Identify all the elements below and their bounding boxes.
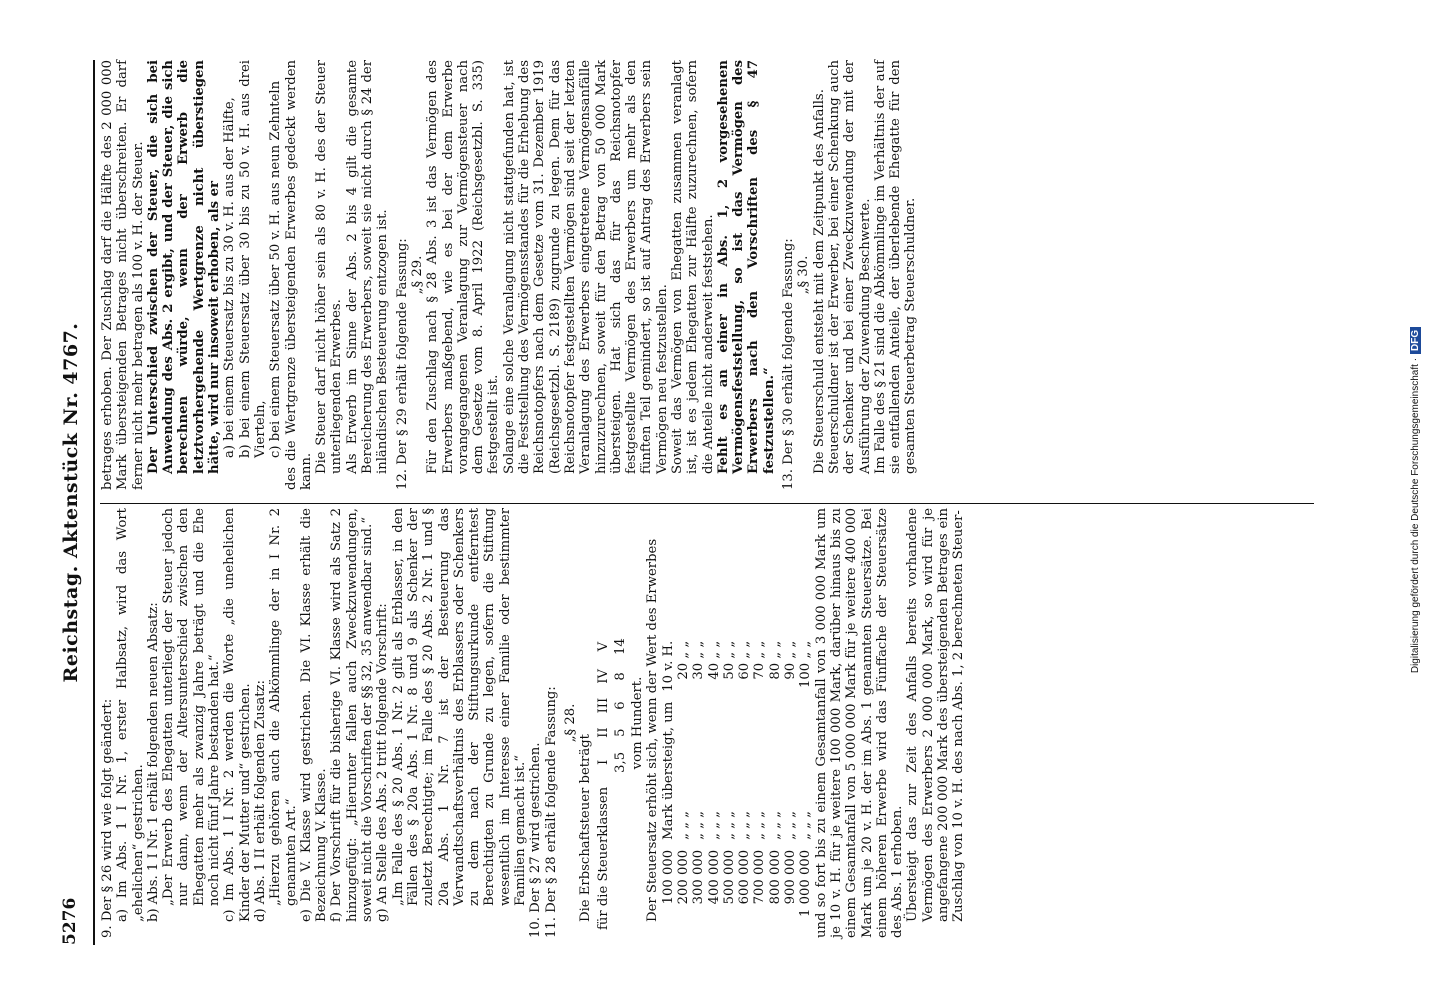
rate-text: „ „ „ xyxy=(737,810,753,840)
rate-pct: 20 „ „ xyxy=(675,640,691,680)
paragraph: „Hierzu gehören auch die Abkömmlinge der in I Nr. 2 genannten Art.“ xyxy=(268,508,299,906)
paragraph: Der Steuersatz erhöht sich, wenn der Wert des Erwerbes xyxy=(645,538,661,922)
table-row xyxy=(783,636,798,922)
rate-amount: 500 000 xyxy=(721,849,737,905)
rate-pct: 50 „ „ xyxy=(721,640,737,680)
header-rule xyxy=(93,60,95,945)
paragraph: Fehlt es an einer in Abs. 1, 2 vorgesehenen Vermögensfeststellung, so ist das Vermögen des Erwerbers nach den Vorschriften des § 47 festzustellen.“ xyxy=(715,60,777,474)
dfg-logo: DFG xyxy=(1410,327,1421,354)
paragraph: 9. Der § 26 wird wie folgt geändert: xyxy=(100,698,115,938)
tax-label: für die Steuerklassen xyxy=(595,786,611,930)
rate-amount: 900 000 xyxy=(783,849,799,905)
paragraph: b) Abs. 1 I Nr. 1 erhält folgenden neuen Absatz: xyxy=(145,602,161,922)
credit-text: Digitalisierung gefördert durch die Deutsche Forschungsgemeinschaft · xyxy=(1410,357,1421,674)
paragraph: g) An Stelle des Abs. 2 tritt folgende Vorschrift: xyxy=(375,603,391,922)
table-row xyxy=(707,636,722,922)
paragraph: des die Wertgrenze übersteigenden Erwerbes gedeckt werden kann. xyxy=(283,60,314,490)
rate-text: Mark übersteigt, um xyxy=(660,701,676,840)
digitization-credit xyxy=(1410,0,1432,1000)
paragraph: Im Falle des § 21 sind die Abkömmlinge im Verhältnis der auf sie entfallenden Anteile, der überlebende Ehegatte für den gesamten Steuerbetrag Steuerschuldner. xyxy=(872,60,919,474)
paragraph: betrages erhoben. Der Zuschlag darf die Hälfte des 2 000 000 Mark übersteigenden Betrages nicht überschreiten. Er darf ferner nicht mehr betragen als 100 v. H. der Steuer. xyxy=(100,60,146,490)
rate-pct: 90 „ „ xyxy=(783,640,799,680)
paragraph: „Der Erwerb des Ehegatten unterliegt der Steuer jedoch nur dann, wenn der Altersunterschied zwischen den Ehegatten mehr als zwanzig Jahre beträgt und die Ehe noch nicht fünf Jahre bestanden hat.“ xyxy=(161,508,223,906)
rate-amount: 200 000 xyxy=(675,849,691,905)
table-row xyxy=(691,636,706,922)
rate-pct: 70 „ „ xyxy=(752,640,768,680)
paragraph: Als Erwerb im Sinne der Abs. 2 bis 4 gilt die gesamte Bereicherung des Erwerbers, soweit sie nicht durch § 24 der inländischen Besteuerung entzogen ist. xyxy=(344,60,391,474)
rate-pct: 30 „ „ xyxy=(691,640,707,680)
tax-value: 8 xyxy=(612,672,628,681)
rate-text: „ „ „ xyxy=(752,810,768,840)
rate-amount: 100 000 xyxy=(660,849,676,905)
rate-text: „ „ „ xyxy=(706,810,722,840)
paragraph: a) Im Abs. 1 I Nr. 1, erster Halbsatz, wird das Wort „ehelichen“ gestrichen. xyxy=(115,508,146,922)
rate-pct: 80 „ „ xyxy=(767,640,783,680)
left-column xyxy=(100,508,967,938)
paragraph: e) Die V. Klasse wird gestrichen. Die VI. Klasse erhält die Bezeichnung V. Klasse. xyxy=(298,508,330,922)
paragraph: Die Steuer darf nicht höher sein als 80 v. H. des der Steuer unterliegenden Erwerbes. xyxy=(314,60,345,474)
rate-table xyxy=(661,636,814,922)
tax-class: III xyxy=(595,697,611,714)
table-row xyxy=(661,636,676,922)
tax-value: 6 xyxy=(612,701,628,710)
rate-amount: 700 000 xyxy=(752,849,768,905)
table-row xyxy=(768,636,783,922)
paragraph: „Im Falle des § 20 Abs. 1 Nr. 2 gilt als Erblasser, in den Fällen des § 20a Abs. 1 Nr. 8 und 9 als Schenker der zuletzt Berechtigte; im Falle des § 20 Abs. 2 Nr. 1 und § 20a Abs. 1 Nr. 7 ist der Besteuerung das Verwandtschaftsverhältnis des Erblassers oder Schenkers zu dem nach der Stiftungsurkunde entferntest Berechtigten zu Grunde zu legen, sofern die Stiftung wesentlich im Interesse einer Familie oder bestimmter Familien gemacht ist.“ xyxy=(390,508,529,906)
rate-amount: 300 000 xyxy=(691,849,707,905)
rate-pct: 40 „ „ xyxy=(706,640,722,680)
tax-value: 14 xyxy=(612,638,628,656)
table-row xyxy=(676,636,691,922)
table-row xyxy=(752,636,767,922)
paragraph: 11. Der § 28 erhält folgende Fassung: xyxy=(543,686,559,938)
rate-text: „ „ „ xyxy=(675,810,691,840)
paragraph: Die Steuerschuld entsteht mit dem Zeitpunkt des Anfalls. xyxy=(811,89,827,474)
rate-amount: 600 000 xyxy=(737,849,753,905)
paragraph: Übersteigt das zur Zeit des Anfalls bereits vorhandene Vermögen des Erwerbers 2 000 000 Mark, so wird für je angefangene 200 000 Mark des übersteigenden Betrages ein Zuschlag von 10 v. H. des nach Abs. 1, 2 berechneten Steuer- xyxy=(905,508,967,922)
paragraph: a) bei einem Steuersatz bis zu 30 v. H. aus der Hälfte, xyxy=(222,97,238,458)
paragraph: c) Im Abs. 1 I Nr. 2 werden die Worte „die unehelichen Kinder der Mutter und“ gestrichen. xyxy=(222,508,253,922)
section-heading: „§ 30. xyxy=(796,255,812,295)
paragraph: und so fort bis zu einem Gesamtanfall von 3 000 000 Mark um je 10 v. H. für je weitere 100 000 Mark, darüber hinaus bis zu einem Gesamtanfall von 5 000 000 Mark für je weitere 400 000 Mark um je 20 v. H. der im Abs. 1 genannten Steuersätze. Bei einem höheren Erwerbe wird das Fünffache der Steuersätze des Abs. 1 erhoben. xyxy=(813,508,906,938)
paragraph: Solange eine solche Veranlagung nicht stattgefunden hat, ist die Feststellung des Vermögensstandes für die Erhebung des Reichsnotopfers nach dem Gesetze vom 31. Dezember 1919 (Reichsgesetzbl. S. 2189) zugrunde zu legen. Dem für das Reichsnotopfer festgestellten Vermögen sind seit der letzten Veranlagung des Erwerbers eingetretene Vermögensanfälle hinzuzurechnen, soweit für den Betrag von 50 000 Mark übersteigen. Hat sich das für das Reichsnotopfer festgestellte Vermögen des Erwerbers um mehr als den fünften Teil gemindert, so ist auf Antrag des Erwerbers sein Vermögen neu festzustellen. xyxy=(501,60,670,474)
paragraph: 10. Der § 27 wird gestrichen. xyxy=(528,742,544,938)
paragraph: 13. Der § 30 erhält folgende Fassung: xyxy=(781,238,797,490)
paragraph: c) bei einem Steuersatz über 50 v. H. aus neun Zehnteln xyxy=(268,80,284,458)
section-heading: „§ 28. xyxy=(562,703,578,743)
tax-class: V xyxy=(595,641,611,652)
table-row xyxy=(737,636,752,922)
paragraph: Die Erbschaftsteuer beträgt xyxy=(578,734,594,922)
paragraph: d) Abs. 1 II erhält folgenden Zusatz: xyxy=(252,680,268,922)
rate-text: „ „ „ xyxy=(783,810,799,840)
page-number: 5276 xyxy=(60,897,80,945)
tax-class: II xyxy=(595,727,611,738)
rate-amount: 1 000 000 xyxy=(798,849,814,917)
rate-amount: 400 000 xyxy=(706,849,722,905)
paragraph: Steuerschuldner ist der Erwerber, bei einer Schenkung auch der Schenker und bei einer Zweckzuwendung der mit der Ausführung der Zuwendung Beschwerte. xyxy=(826,60,873,474)
section-heading: „§ 29. xyxy=(409,255,425,295)
paragraph: 12. Der § 29 erhält folgende Fassung: xyxy=(394,238,410,490)
table-row xyxy=(722,636,737,922)
table-row xyxy=(798,636,813,922)
paragraph: Für den Zuschlag nach § 28 Abs. 3 ist das Vermögen des Erwerbers maßgebend, wie es bei der dem Erwerbe vorangegangenen Veranlagung zur Vermögensteuer nach dem Gesetze vom 8. April 1922 (Reichsgesetzbl. S. 335) festgestellt ist. xyxy=(425,60,502,474)
rate-text: „ „ „ xyxy=(798,810,814,840)
right-column xyxy=(100,60,919,490)
paragraph: vom Hundert. xyxy=(630,676,646,770)
page-header xyxy=(60,60,92,945)
paragraph: Soweit das Vermögen von Ehegatten zusammen veranlagt ist, ist es jedem Ehegatten zur Hälfte zuzurechnen, sofern die Anteile nicht anderweit feststehen. xyxy=(669,60,716,474)
rate-pct: 10 v. H. xyxy=(660,640,676,692)
tax-class: I xyxy=(595,759,611,765)
rate-amount: 800 000 xyxy=(767,849,783,905)
paragraph: b) bei einem Steuersatz über 30 bis zu 50 v. H. aus drei Vierteln, xyxy=(237,60,268,458)
column-divider xyxy=(100,503,1314,504)
rate-text: „ „ „ xyxy=(691,810,707,840)
page-title: Reichstag. Aktenstück Nr. 4767. xyxy=(60,322,82,683)
rate-pct: 60 „ „ xyxy=(737,640,753,680)
tax-class: IV xyxy=(595,669,611,684)
paragraph: Der Unterschied zwischen der Steuer, die sich bei Anwendung des Abs. 2 ergibt, und der Steuer, die sich berechnen würde, wenn der Erwerb die letztvorhergehende Wertgrenze nicht überstiegen hätte, wird nur insoweit erhoben, als er xyxy=(145,60,223,474)
tax-value: 3,5 xyxy=(612,751,628,773)
rate-text: „ „ „ xyxy=(721,810,737,840)
rate-text: „ „ „ xyxy=(767,810,783,840)
paragraph: f) Der Vorschrift für die bisherige VI. Klasse wird als Satz 2 hinzugefügt: „Hierunter fallen auch Zweckzuwendungen, soweit nicht die Vorschriften der §§ 32, 35 anwendbar sind.“ xyxy=(329,508,376,922)
tax-class-table xyxy=(594,630,631,938)
rate-pct: 100 „ „ xyxy=(798,640,814,689)
tax-value: 5 xyxy=(612,728,628,737)
